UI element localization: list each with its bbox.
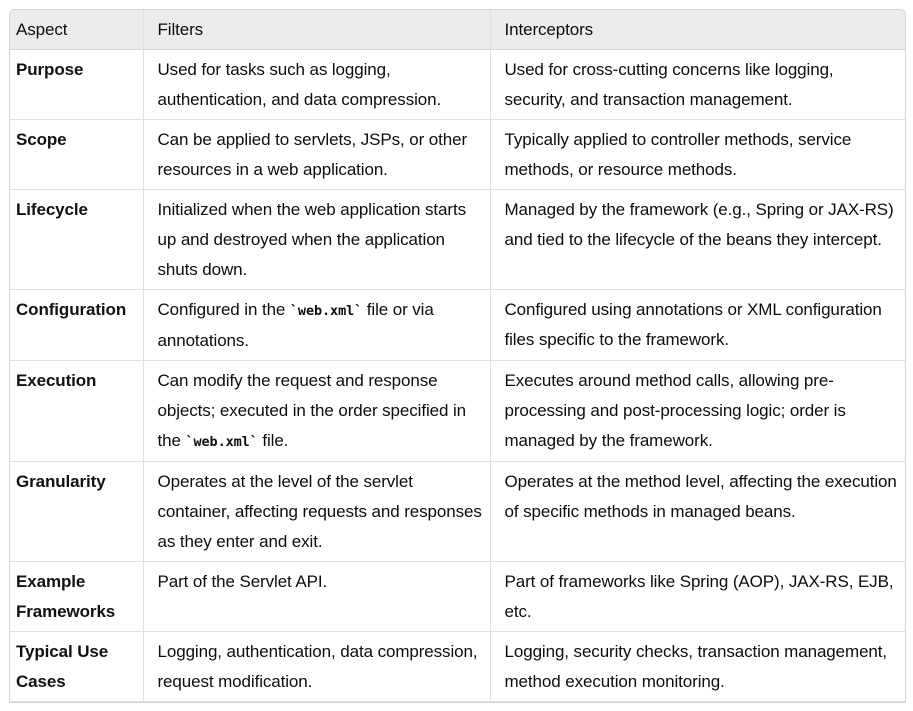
cell-aspect: Execution [10, 361, 143, 462]
cell-filters: Initialized when the web application starts up and destroyed when the application shuts down. [143, 190, 490, 290]
cell-filters: Part of the Servlet API. [143, 562, 490, 632]
table-row [10, 190, 905, 290]
inline-code: `web.xml` [289, 303, 363, 319]
cell-interceptors: Configured using annotations or XML configuration files specific to the framework. [490, 290, 905, 361]
table-row [10, 462, 905, 562]
table-row [10, 361, 905, 462]
table-row [10, 290, 905, 361]
cell-aspect: Granularity [10, 462, 143, 562]
cell-aspect: Typical Use Cases [10, 632, 143, 702]
cell-text: Configured in the [157, 300, 290, 319]
cell-interceptors: Used for cross-cutting concerns like logging, security, and transaction management. [490, 50, 905, 120]
cell-filters [143, 361, 490, 462]
cell-interceptors: Operates at the method level, affecting the execution of specific methods in managed beans. [490, 462, 905, 562]
inline-code: `web.xml` [185, 434, 258, 450]
cell-filters [143, 290, 490, 361]
cell-filters: Operates at the level of the servlet container, affecting requests and responses as they enter and exit. [143, 462, 490, 562]
header-interceptors: Interceptors [490, 10, 905, 50]
cell-filters: Used for tasks such as logging, authentication, and data compression. [143, 50, 490, 120]
cell-text: Can modify the request and response objects; executed in the order specified in the [157, 371, 466, 450]
cell-aspect: Example Frameworks [10, 562, 143, 632]
table-row [10, 120, 905, 190]
cell-aspect: Purpose [10, 50, 143, 120]
cell-interceptors: Part of frameworks like Spring (AOP), JAX-RS, EJB, etc. [490, 562, 905, 632]
header-filters: Filters [143, 10, 490, 50]
comparison-table [10, 10, 905, 702]
cell-interceptors: Typically applied to controller methods, service methods, or resource methods. [490, 120, 905, 190]
cell-filters: Can be applied to servlets, JSPs, or other resources in a web application. [143, 120, 490, 190]
cell-interceptors: Managed by the framework (e.g., Spring or JAX-RS) and tied to the lifecycle of the beans they intercept. [490, 190, 905, 290]
table-row [10, 562, 905, 632]
cell-interceptors: Logging, security checks, transaction management, method execution monitoring. [490, 632, 905, 702]
cell-text: file. [257, 431, 289, 450]
comparison-table-container [9, 9, 906, 703]
table-row [10, 632, 905, 702]
cell-interceptors: Executes around method calls, allowing pre-processing and post-processing logic; order is managed by the framework. [490, 361, 905, 462]
cell-aspect: Lifecycle [10, 190, 143, 290]
cell-filters: Logging, authentication, data compression, request modification. [143, 632, 490, 702]
header-aspect: Aspect [10, 10, 143, 50]
cell-aspect: Configuration [10, 290, 143, 361]
table-row [10, 50, 905, 120]
cell-text: file or via annotations. [157, 300, 434, 350]
table-header-row [10, 10, 905, 50]
cell-aspect: Scope [10, 120, 143, 190]
